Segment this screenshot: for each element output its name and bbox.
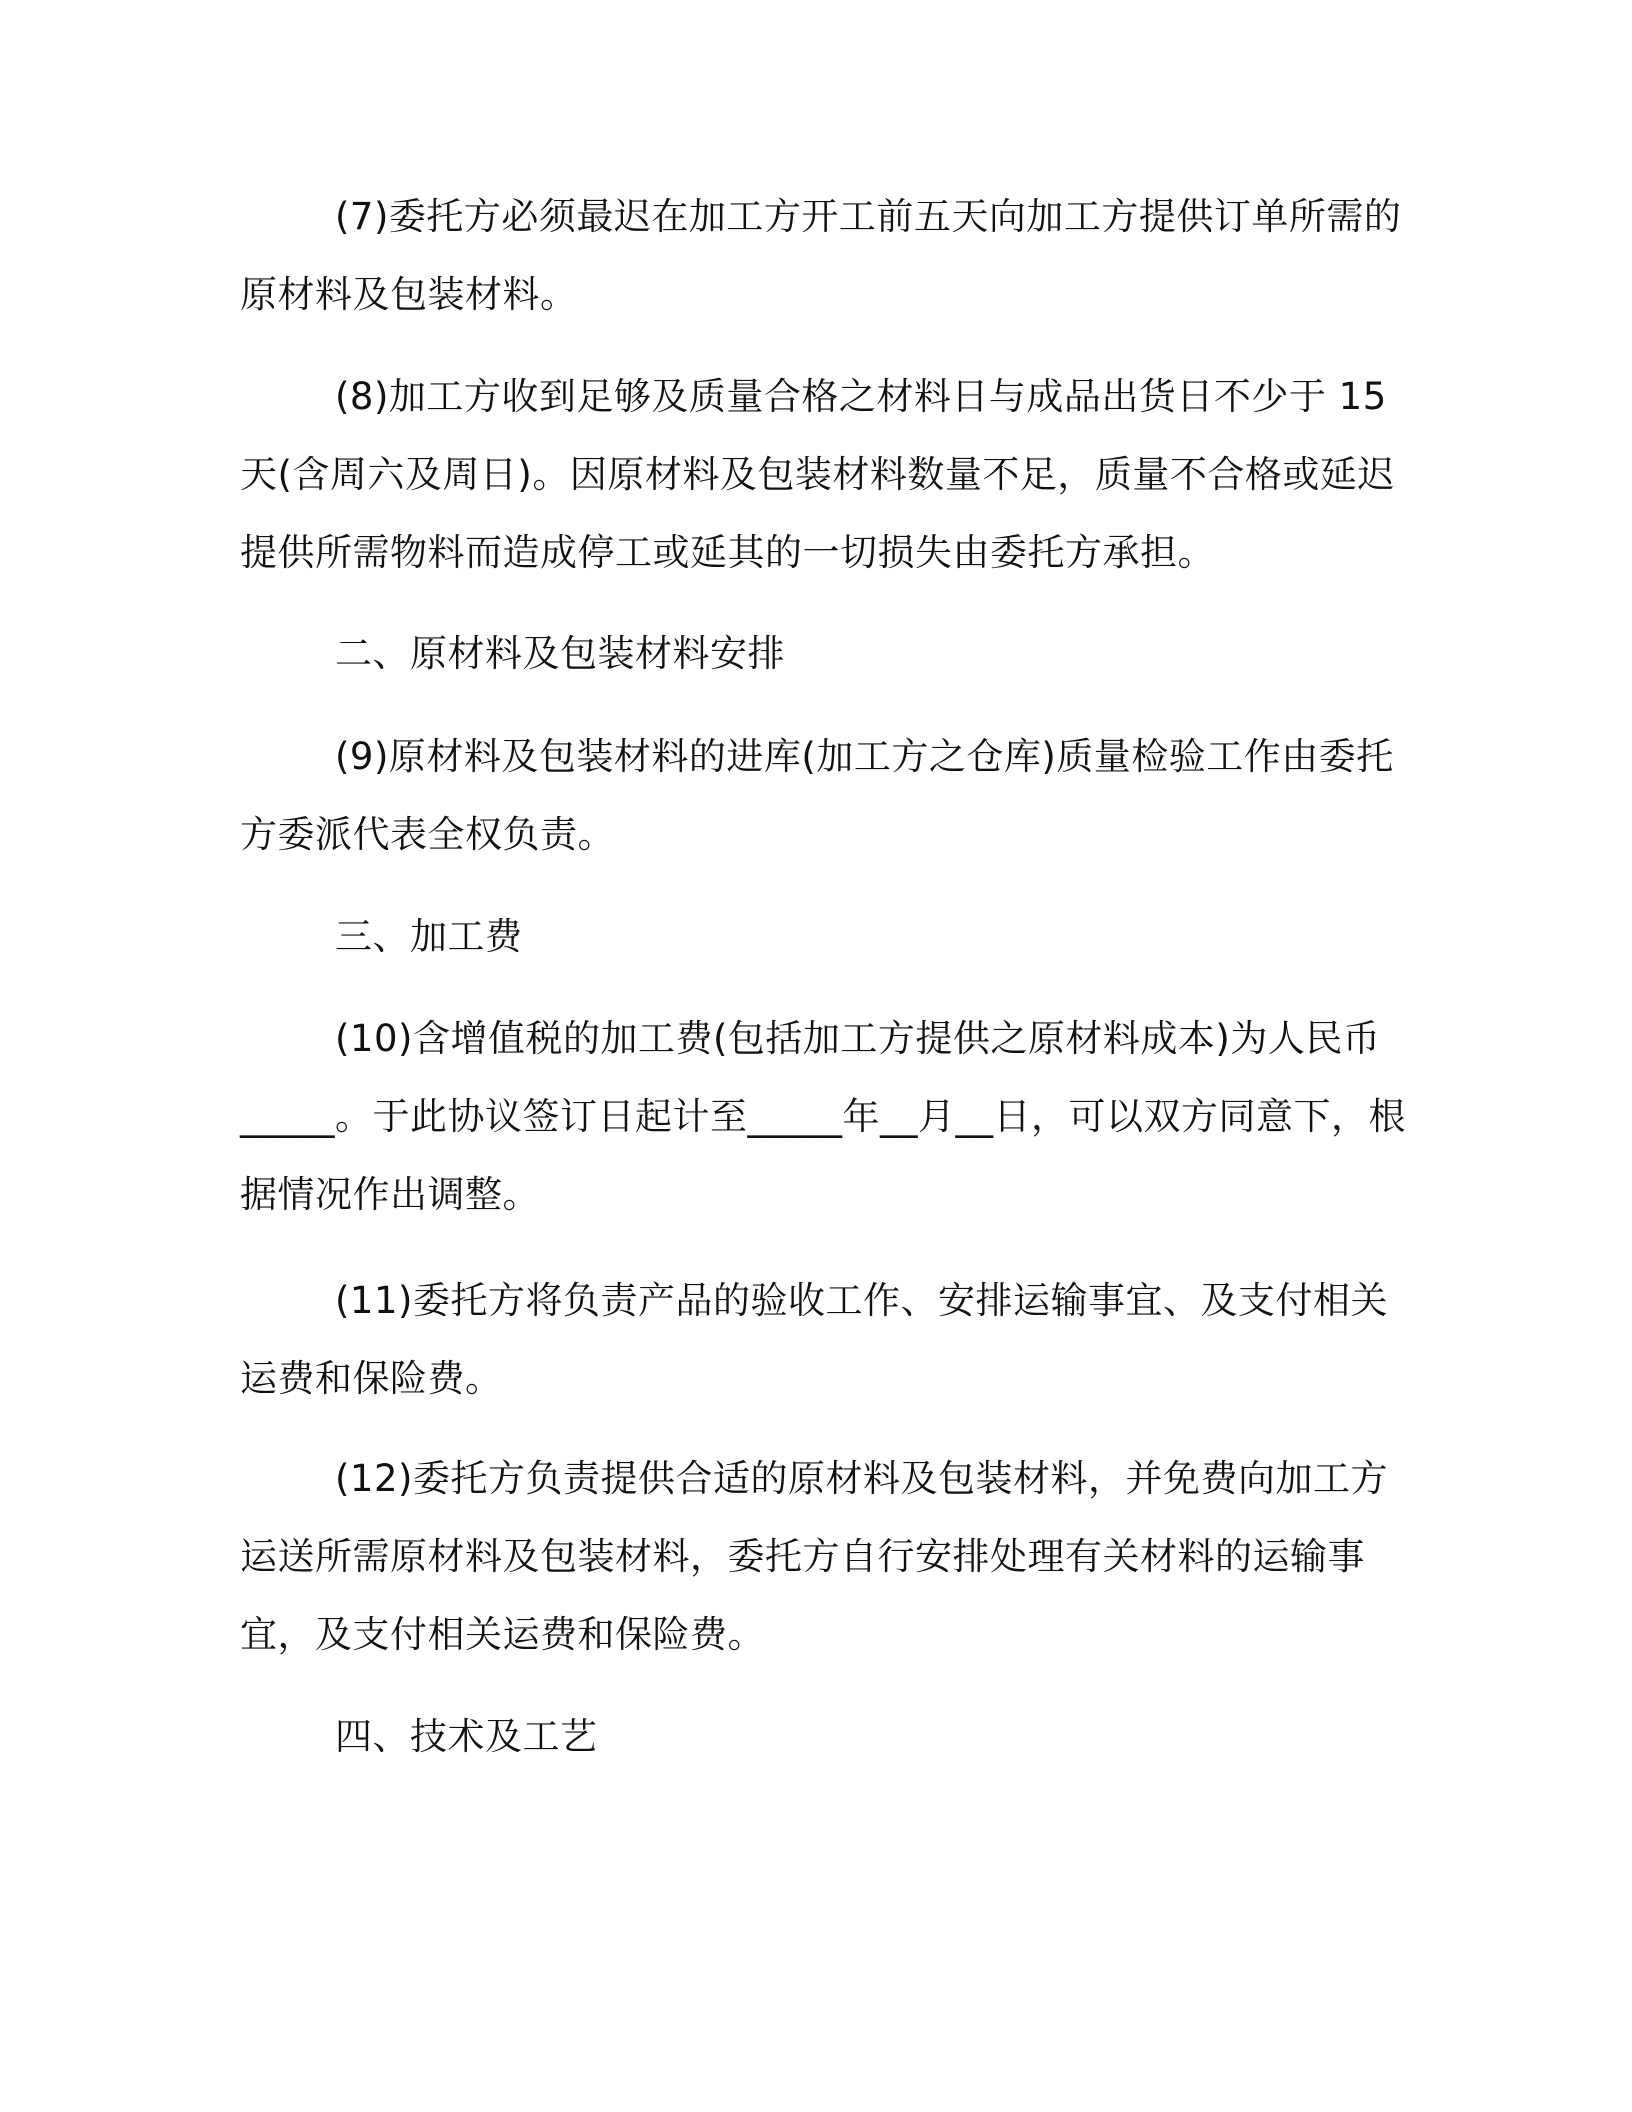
paragraph-line: 方委派代表全权负责。 (240, 813, 615, 856)
paragraph-line: 据情况作出调整。 (240, 1173, 540, 1216)
paragraph-line: 宜，及支付相关运费和保险费。 (240, 1613, 765, 1656)
paragraph-line: (11)委托方将负责产品的验收工作、安排运输事宜、及支付相关 (335, 1279, 1388, 1322)
paragraph-12 (240, 1440, 1402, 1674)
paragraph-line: 天(含周六及周日)。因原材料及包装材料数量不足，质量不合格或延迟 (240, 453, 1395, 496)
paragraph-line: 原材料及包装材料。 (240, 273, 578, 316)
paragraph-8 (240, 358, 1402, 592)
section-heading-text: 四、技术及工艺 (335, 1715, 598, 1758)
paragraph-line: 提供所需物料而造成停工或延其的一切损失由委托方承担。 (240, 531, 1215, 574)
paragraph-7 (240, 178, 1402, 334)
section-heading-3 (240, 898, 1402, 976)
paragraph-line: (9)原材料及包装材料的进库(加工方之仓库)质量检验工作由委托 (335, 735, 1394, 778)
paragraph-line: 运送所需原材料及包装材料，委托方自行安排处理有关材料的运输事 (240, 1535, 1365, 1578)
paragraph-9 (240, 718, 1402, 874)
paragraph-10 (240, 1000, 1406, 1234)
paragraph-line: (7)委托方必须最迟在加工方开工前五天向加工方提供订单所需的 (335, 195, 1402, 238)
paragraph-line: (10)含增值税的加工费(包括加工方提供之原材料成本)为人民币 (335, 1017, 1381, 1060)
section-heading-text: 三、加工费 (335, 915, 523, 958)
section-heading-4 (240, 1698, 1402, 1776)
paragraph-line: _____。于此协议签订日起计至_____年__月__日，可以双方同意下，根 (240, 1095, 1406, 1138)
paragraph-line: 运费和保险费。 (240, 1357, 503, 1400)
section-heading-text: 二、原材料及包装材料安排 (335, 632, 785, 675)
section-heading-2 (240, 615, 1402, 693)
paragraph-11 (240, 1262, 1402, 1418)
paragraph-line: (12)委托方负责提供合适的原材料及包装材料，并免费向加工方 (335, 1457, 1388, 1500)
paragraph-line: (8)加工方收到足够及质量合格之材料日与成品出货日不少于 15 (335, 375, 1387, 418)
